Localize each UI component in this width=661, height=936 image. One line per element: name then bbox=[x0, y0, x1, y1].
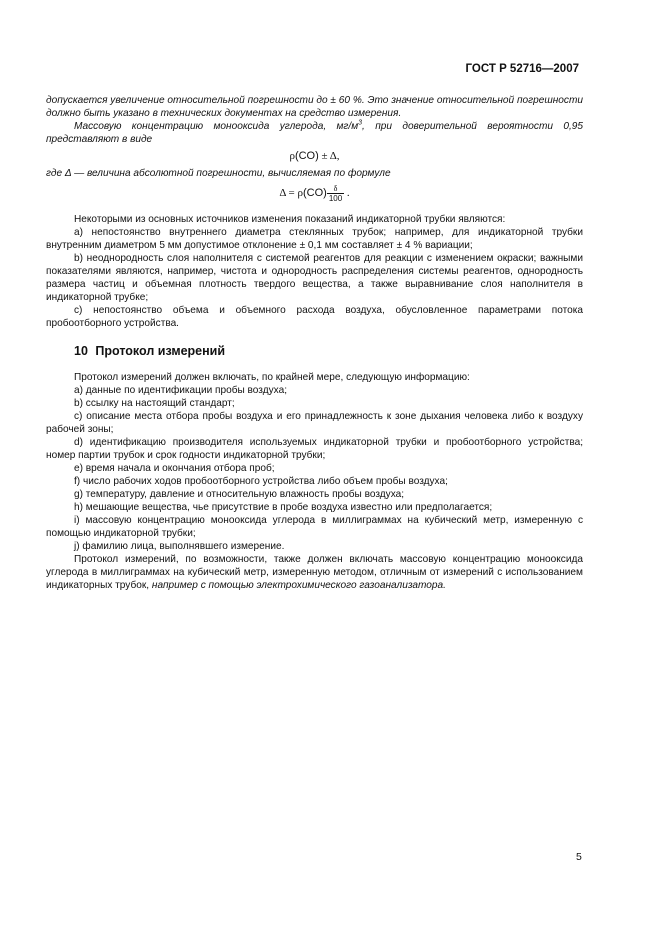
page-content bbox=[46, 94, 583, 592]
list-item: b) ссылку на настоящий стандарт; bbox=[74, 398, 235, 409]
standard-header: ГОСТ Р 52716—2007 bbox=[465, 63, 579, 75]
fraction-denominator: 100 bbox=[328, 194, 343, 203]
section-heading bbox=[74, 344, 583, 359]
text-fragment-italic: например с помощью электрохимического газоанализатора. bbox=[151, 580, 446, 591]
list-item: c) непостоянство объема и объемного расхода воздуха, обусловленное параметрами потока пробоотборного устройства. bbox=[46, 305, 583, 329]
formula-delta bbox=[46, 184, 583, 203]
paragraph-error-note: допускается увеличение относительной погрешности до ± 60 %. Это значение относительной погрешности должно быть указано в технических документах на средство измерения. bbox=[46, 95, 583, 119]
paragraph-sources-intro: Некоторыми из основных источников изменения показаний индикаторной трубки являются: bbox=[74, 214, 506, 225]
list-item: i) массовую концентрацию монооксида углерода в миллиграммах на кубический метр, измеренную с помощью индикаторной трубки; bbox=[46, 515, 583, 539]
list-item: a) данные по идентификации пробы воздуха; bbox=[74, 385, 287, 396]
list-item: h) мешающие вещества, чье присутствие в пробе воздуха известно или предполагается; bbox=[74, 502, 493, 513]
formula-co: (CO) bbox=[294, 150, 319, 162]
formula-rho: ρ bbox=[289, 150, 295, 162]
paragraph-where: где Δ — величина абсолютной погрешности, вычисляемая по формуле bbox=[46, 168, 391, 179]
list-item: e) время начала и окончания отбора проб; bbox=[74, 463, 275, 474]
list-item: g) температуру, давление и относительную влажность пробы воздуха; bbox=[74, 489, 405, 500]
list-item: b) неоднородность слоя наполнителя с системой реагентов для реакции с изменением окраски; важными показателями являются, например, чистота и однородность распределения системы реагентов, однородность размера частиц и объемная плотность твердого вещества, а также выравнивание слоя наполнителя в индикаторной трубке; bbox=[46, 253, 583, 303]
page-number: 5 bbox=[576, 851, 582, 863]
formula-co: (CO) bbox=[302, 187, 327, 200]
text-fragment: Протокол измерений, по возможности, также должен включать массовую концентрацию монооксида углерода в миллиграммах на кубический метр, измеренную методом, отличным от измерений с использованием индикаторных трубок, bbox=[46, 554, 583, 591]
formula-tail: ± Δ, bbox=[318, 150, 340, 162]
list-item: j) фамилию лица, выполнявшего измерение. bbox=[74, 541, 285, 552]
list-item: a) непостоянство внутреннего диаметра стеклянных трубок; например, для индикаторной трубки внутренним диаметром 5 мм допустимое отклонение ± 0,1 мм составляет ± 4 % вариации; bbox=[46, 227, 583, 251]
superscript: 3 bbox=[358, 119, 363, 127]
paragraph-protocol-intro: Протокол измерений должен включать, по крайней мере, следующую информацию: bbox=[74, 372, 470, 383]
section-title: Протокол измерений bbox=[95, 344, 226, 358]
fraction-numerator: δ bbox=[327, 184, 344, 194]
paragraph-protocol-final bbox=[46, 553, 583, 592]
list-item: d) идентификацию производителя используемых индикаторной трубки и пробоотборного устройства; номер партии трубок и срок годности индикаторной трубки; bbox=[46, 437, 583, 461]
list-item: c) описание места отбора пробы воздуха и его принадлежность к зоне дыхания человека либо к воздуху рабочей зоны; bbox=[46, 411, 583, 435]
paragraph-mass-concentration bbox=[46, 120, 583, 146]
section-number: 10 bbox=[74, 344, 88, 358]
formula-fraction bbox=[327, 184, 344, 203]
formula-result bbox=[46, 150, 583, 163]
text-fragment: Массовую концентрацию монооксида углерода, мг/м bbox=[74, 121, 359, 132]
text-fragment: , при доверительной вероятности 0,95 представляют в виде bbox=[46, 121, 583, 145]
formula-end: . bbox=[344, 187, 350, 200]
formula-delta-lhs: Δ = ρ bbox=[279, 187, 303, 200]
list-item: f) число рабочих ходов пробоотборного устройства либо объем пробы воздуха; bbox=[74, 476, 448, 487]
